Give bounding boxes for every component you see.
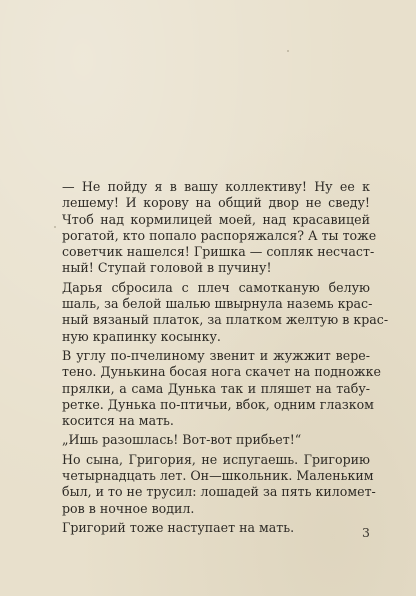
paragraph-1 <box>62 179 377 277</box>
text-line: лешему! И корову на общий двор не сведу! <box>62 195 370 211</box>
paper-speck <box>287 50 289 52</box>
paragraph-5 <box>62 451 376 517</box>
text-line: Дарья сбросила с плеч самотканую белую <box>62 279 370 295</box>
text-line: был, и то не трусил: лошадей за пять километ- <box>62 484 376 500</box>
text-line: — Не пойду я в вашу коллективу! Ну ее к <box>62 179 370 194</box>
text-line: советчик нашелся! Гришка — сопляк несчаст- <box>62 244 375 260</box>
text-line: рогатой, кто попало распоряжался? А ты тоже <box>62 227 377 243</box>
text-line: ный вязаный платок, за платком желтую в крас- <box>62 312 389 328</box>
text-line: Чтоб над кормилицей моей, над красавицей <box>62 211 370 227</box>
text-line: прялки, а сама Дунька так и пляшет на табу- <box>62 380 370 396</box>
text-line: ретке. Дунька по-птичьи, вбок, одним глазком <box>62 396 374 412</box>
paragraph-2 <box>62 279 389 345</box>
paper-speck <box>54 226 56 228</box>
text-line: Григорий тоже наступает на мать. <box>62 519 295 535</box>
body-text <box>62 179 389 539</box>
paragraph-4 <box>62 432 370 448</box>
page-number: 3 <box>362 525 370 540</box>
text-line: ров в ночное водил. <box>62 500 195 516</box>
text-line: четырнадцать лет. Он—школьник. Маленьким <box>62 468 374 484</box>
text-line: ный! Ступай головой в пучину! <box>62 260 272 276</box>
paragraph-6 <box>62 520 370 536</box>
text-line: косится на мать. <box>62 413 174 429</box>
paragraph-3 <box>62 347 381 429</box>
text-line: шаль, за белой шалью швырнула наземь крас- <box>62 296 373 312</box>
text-line: тено. Дунькина босая нога скачет на подножке <box>62 364 381 380</box>
text-line: „Ишь разошлась! Вот-вот прибьет!“ <box>62 432 302 448</box>
text-line: Но сына, Григория, не испугаешь. Григорию <box>62 451 370 467</box>
text-line: ную крапинку косынку. <box>62 328 221 344</box>
text-line: В углу по-пчелиному звенит и жужжит вере- <box>62 347 370 363</box>
